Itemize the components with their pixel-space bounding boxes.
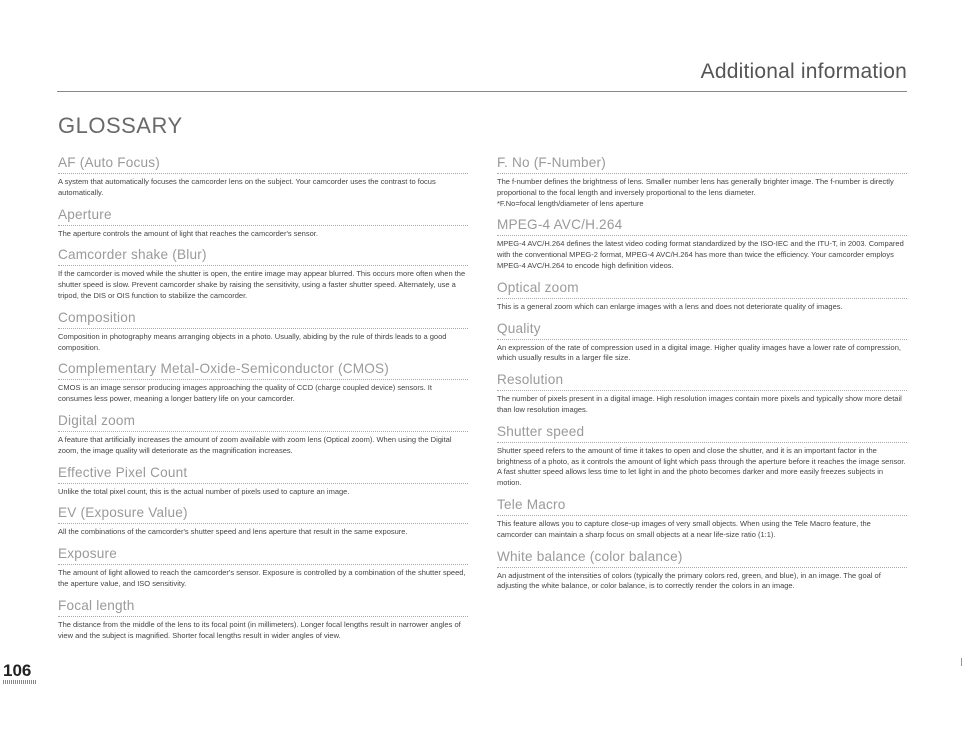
- glossary-entry: [497, 154, 907, 209]
- glossary-definition: Composition in photography means arranging objects in a photo. Usually, abiding by the rule of thirds leads to a good composition.: [58, 331, 447, 352]
- glossary-term: Resolution: [497, 371, 907, 391]
- glossary-term: Digital zoom: [58, 412, 468, 432]
- glossary-entry: [58, 154, 468, 199]
- glossary-term: Focal length: [58, 597, 468, 617]
- glossary-entry: [497, 496, 907, 541]
- glossary-entry: [58, 504, 468, 538]
- glossary-entry: [497, 371, 907, 416]
- glossary-definition: If the camcorder is moved while the shutter is open, the entire image may appear blurred. This occurs more often when the shutter speed is slow. Prevent camcorder shake by raising the sensitivity, using a faster shutter speed. Alternately, use a tripod, the DIS or OIS function to stabilize the camcorder.: [58, 269, 466, 300]
- glossary-term: MPEG-4 AVC/H.264: [497, 216, 907, 236]
- glossary-entry: [58, 597, 468, 642]
- glossary-term: Composition: [58, 309, 468, 329]
- glossary-entry: [58, 309, 468, 354]
- glossary-definition: An adjustment of the intensities of colors (typically the primary colors red, green, and blue), in an image. The goal of adjusting the white balance, or color balance, is to correctly render the colors in an image.: [497, 570, 881, 591]
- glossary-term: Exposure: [58, 545, 468, 565]
- glossary-right-column: [497, 154, 907, 599]
- glossary-entry: [58, 246, 468, 301]
- page-title: GLOSSARY: [58, 113, 183, 138]
- glossary-term: White balance (color balance): [497, 548, 907, 568]
- glossary-term: Optical zoom: [497, 279, 907, 299]
- glossary-left-column: [58, 154, 468, 648]
- glossary-entry: [497, 548, 907, 593]
- glossary-entry: [58, 464, 468, 498]
- glossary-term: Quality: [497, 320, 907, 340]
- glossary-entry: [58, 545, 468, 590]
- header-divider: [57, 91, 907, 92]
- glossary-entry: [497, 423, 907, 489]
- glossary-definition: All the combinations of the camcorder's shutter speed and lens aperture that result in the same exposure.: [58, 527, 408, 537]
- glossary-definition: The distance from the middle of the lens to its focal point (in millimeters). Longer focal lengths result in narrower angles of view and the subject is magnified. Shorter focal lengths result in wider angles of view.: [58, 619, 461, 640]
- section-title: Additional information: [700, 60, 907, 83]
- glossary-definition: A feature that artificially increases the amount of zoom available with zoom lens (Optical zoom). When using the Digital zoom, the image quality will deteriorate as the magnification increases.: [58, 434, 452, 455]
- glossary-definition: This is a general zoom which can enlarge images with a lens and does not deteriorate quality of images.: [497, 301, 843, 311]
- glossary-definition: Unlike the total pixel count, this is the actual number of pixels used to capture an image.: [58, 486, 350, 496]
- glossary-term: F. No (F-Number): [497, 154, 907, 174]
- glossary-definition: An expression of the rate of compression used in a digital image. Higher quality images have a lower rate of compression, which usually results in a larger file size.: [497, 342, 901, 363]
- glossary-definition: The number of pixels present in a digital image. High resolution images contain more pixels and typically show more detail than low resolution images.: [497, 394, 902, 414]
- glossary-entry: [497, 216, 907, 271]
- glossary-term: Shutter speed: [497, 423, 907, 443]
- page-number-stripe: [3, 680, 36, 684]
- glossary-definition: MPEG-4 AVC/H.264 defines the latest video coding format standardized by the ISO-IEC and the ITU-T, in 2003. Compared with the conventional MPEG-2 format, MPEG-4 AVC/H.264 has more than twice the efficiency. Your camcorder employs MPEG-4 AVC/H.264 to encode high definition videos.: [497, 239, 904, 270]
- glossary-entry: [497, 279, 907, 313]
- glossary-entry: [497, 320, 907, 365]
- glossary-entry: [58, 206, 468, 240]
- glossary-definition: CMOS is an image sensor producing images approaching the quality of CCD (charge coupled device) sensors. It consumes less power, meaning a longer battery life on your camcorder.: [58, 383, 432, 404]
- edge-mark: [961, 658, 962, 666]
- glossary-entry: [58, 412, 468, 457]
- glossary-definition: The aperture controls the amount of light that reaches the camcorder's sensor.: [58, 228, 318, 238]
- page-number: 106: [3, 661, 32, 680]
- glossary-term: EV (Exposure Value): [58, 504, 468, 524]
- glossary-definition: This feature allows you to capture close-up images of very small objects. When using the Tele Macro feature, the camcorder can maintain a sharp focus on small objects at a near life-size ratio (1:1).: [497, 518, 871, 539]
- glossary-term: Aperture: [58, 206, 468, 226]
- glossary-term: Camcorder shake (Blur): [58, 246, 468, 266]
- glossary-term: AF (Auto Focus): [58, 154, 468, 174]
- glossary-term: Effective Pixel Count: [58, 464, 468, 484]
- glossary-definition: The f-number defines the brightness of lens. Smaller number lens has generally brighter image. The f-number is directly proportional to the focal length and inversely proportional to the lens diameter.: [497, 177, 894, 197]
- glossary-definition: Shutter speed refers to the amount of time it takes to open and close the shutter, and it is an important factor in the brightness of a photo, as it controls the amount of light which pass through the aperture before it reaches the image sensor. A fast shutter speed allows less time to let light in and the photo becomes darker and more easily freezes subjects in motion.: [497, 445, 906, 488]
- glossary-term: Complementary Metal-Oxide-Semiconductor (CMOS): [58, 360, 468, 380]
- glossary-definition: The amount of light allowed to reach the camcorder's sensor. Exposure is controlled by a combination of the shutter speed, the aperture value, and ISO sensitivity.: [58, 568, 466, 588]
- glossary-entry: [58, 360, 468, 405]
- glossary-note: *F.No=focal length/diameter of lens aperture: [497, 198, 644, 208]
- glossary-term: Tele Macro: [497, 496, 907, 516]
- glossary-definition: A system that automatically focuses the camcorder lens on the subject. Your camcorder uses the contrast to focus automatically.: [58, 177, 436, 197]
